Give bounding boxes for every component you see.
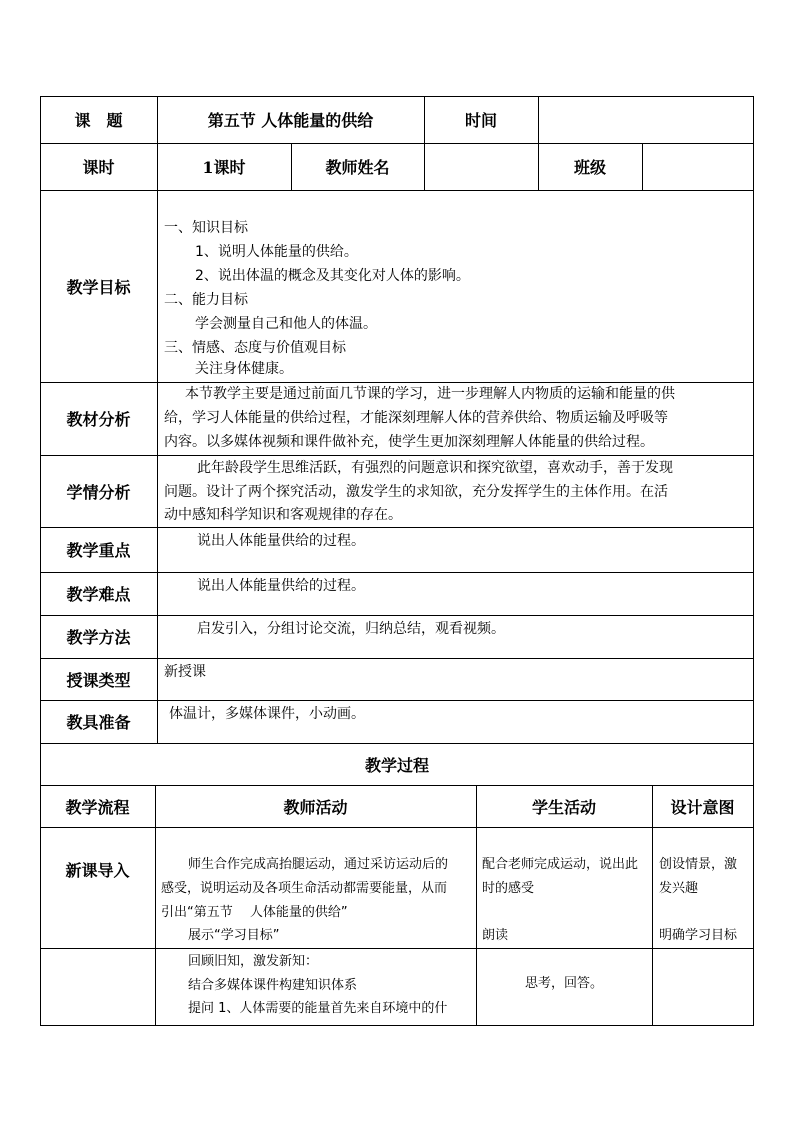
material-line: 内容。以多媒体视频和课件做补充，使学生更加深刻理解人体能量的供给过程。 xyxy=(164,434,654,450)
objectives-line: 学会测量自己和他人的体温。 xyxy=(195,316,377,332)
row2-student-text: 思考，回答。 xyxy=(525,976,604,991)
objectives-line: 二、能力目标 xyxy=(164,292,248,308)
period-label-text: 课时 xyxy=(82,158,115,177)
objectives-content xyxy=(157,190,753,382)
row1-teacher-activity xyxy=(155,827,476,948)
row1-design-line: 发兴趣 xyxy=(659,881,699,896)
topic-label-text: 课 题 xyxy=(74,111,123,130)
key-point-content xyxy=(157,527,753,572)
row1-student-activity xyxy=(476,827,652,948)
row1-design-intent xyxy=(652,827,753,948)
objectives-line: 一、知识目标 xyxy=(164,220,248,236)
tools-text: 体温计，多媒体课件，小动画。 xyxy=(169,706,365,722)
row2-teacher-line: 回顾旧知，激发新知： xyxy=(188,954,319,969)
class-label xyxy=(538,143,642,190)
method-label xyxy=(40,615,157,658)
method-content xyxy=(157,615,753,658)
material-analysis-label-text: 教材分析 xyxy=(66,410,131,429)
objectives-label-text: 教学目标 xyxy=(66,277,131,297)
objectives-line: 三、情感、态度与价值观目标 xyxy=(164,340,346,356)
student-analysis-content xyxy=(157,455,753,527)
objectives-line: 2、说出体温的概念及其变化对人体的影响。 xyxy=(195,268,470,284)
class-label-text: 班级 xyxy=(573,158,606,177)
difficulty-label xyxy=(40,572,157,615)
time-label-text: 时间 xyxy=(464,111,497,130)
method-label-text: 教学方法 xyxy=(66,628,131,647)
period-value-text: 1课时 xyxy=(202,158,246,177)
process-title-text: 教学过程 xyxy=(364,755,429,775)
row2-teacher-line: 提问 1、人体需要的能量首先来自环境中的什 xyxy=(188,1001,448,1016)
col-header-flow-text: 教学流程 xyxy=(65,797,130,817)
teacher-name-value xyxy=(424,143,538,190)
row2-teacher-activity xyxy=(155,948,476,1025)
row2-teacher-line: 结合多媒体课件构建知识体系 xyxy=(188,978,358,993)
topic-label xyxy=(40,96,157,143)
difficulty-text: 说出人体能量供给的过程。 xyxy=(197,578,365,594)
time-label xyxy=(424,96,538,143)
difficulty-label-text: 教学难点 xyxy=(66,585,131,604)
method-text: 启发引入，分组讨论交流，归纳总结，观看视频。 xyxy=(197,621,505,637)
student-analysis-label xyxy=(40,455,157,527)
topic-value-text: 第五节 人体能量的供给 xyxy=(207,111,374,130)
lesson-type-text: 新授课 xyxy=(164,664,206,680)
lesson-type-label xyxy=(40,658,157,700)
material-line: 给，学习人体能量的供给过程，才能深刻理解人体的营养供给、物质运输及呼吸等 xyxy=(164,410,668,426)
col-header-student xyxy=(476,785,652,827)
objectives-label xyxy=(40,190,157,382)
key-point-text: 说出人体能量供给的过程。 xyxy=(197,533,365,549)
period-value xyxy=(157,143,291,190)
teacher-name-label xyxy=(291,143,424,190)
row1-teacher-line: 师生合作完成高抬腿运动，通过采访运动后的 xyxy=(188,857,449,872)
time-value xyxy=(538,96,753,143)
col-header-design xyxy=(652,785,753,827)
student-analysis-label-text: 学情分析 xyxy=(66,482,131,502)
objectives-line: 关注身体健康。 xyxy=(195,361,293,377)
col-header-design-text: 设计意图 xyxy=(670,797,735,817)
lesson-type-content xyxy=(157,658,753,700)
row1-student-line: 朗读 xyxy=(482,928,509,943)
row2-student-activity xyxy=(476,948,652,1025)
row1-flow-text: 新课导入 xyxy=(65,861,130,880)
topic-value xyxy=(157,96,424,143)
row1-student-line: 时的感受 xyxy=(482,881,535,896)
class-value xyxy=(642,143,753,190)
row1-design-line: 创设情景，激 xyxy=(659,857,738,872)
key-point-label-text: 教学重点 xyxy=(66,541,131,560)
row1-flow xyxy=(40,827,155,912)
col-header-student-text: 学生活动 xyxy=(531,797,596,817)
key-point-label xyxy=(40,527,157,572)
row1-design-line: 明确学习目标 xyxy=(659,928,738,943)
material-analysis-content xyxy=(157,382,753,455)
students-line: 问题。设计了两个探究活动，激发学生的求知欲，充分发挥学生的主体作用。在活 xyxy=(164,484,668,500)
tools-label xyxy=(40,700,157,743)
lesson-type-label-text: 授课类型 xyxy=(66,670,131,690)
students-line: 此年龄段学生思维活跃，有强烈的问题意识和探究欲望，喜欢动手，善于发现 xyxy=(197,460,673,476)
col-header-teacher-text: 教师活动 xyxy=(283,797,348,817)
row1-teacher-line: 展示“学习目标” xyxy=(188,928,280,943)
material-line: 本节教学主要是通过前面几节课的学习，进一步理解人内物质的运输和能量的供 xyxy=(185,386,675,402)
objectives-line: 1、说明人体能量的供给。 xyxy=(195,244,358,260)
row1-teacher-line: 引出“第五节 人体能量的供给” xyxy=(161,905,348,920)
row1-teacher-line: 感受，说明运动及各项生命活动都需要能量，从而 xyxy=(161,881,448,896)
teacher-name-label-text: 教师姓名 xyxy=(325,158,390,177)
tools-label-text: 教具准备 xyxy=(66,713,131,732)
col-header-teacher xyxy=(155,785,476,827)
difficulty-content xyxy=(157,572,753,615)
tools-content xyxy=(157,700,753,743)
row2-design-intent xyxy=(652,948,753,1025)
col-header-flow xyxy=(40,785,155,827)
row2-flow xyxy=(40,948,155,1025)
material-analysis-label xyxy=(40,382,157,455)
period-label xyxy=(40,143,157,190)
process-title xyxy=(40,743,754,785)
students-line: 动中感知科学知识和客观规律的存在。 xyxy=(164,507,402,523)
row1-student-line: 配合老师完成运动，说出此 xyxy=(482,857,639,872)
